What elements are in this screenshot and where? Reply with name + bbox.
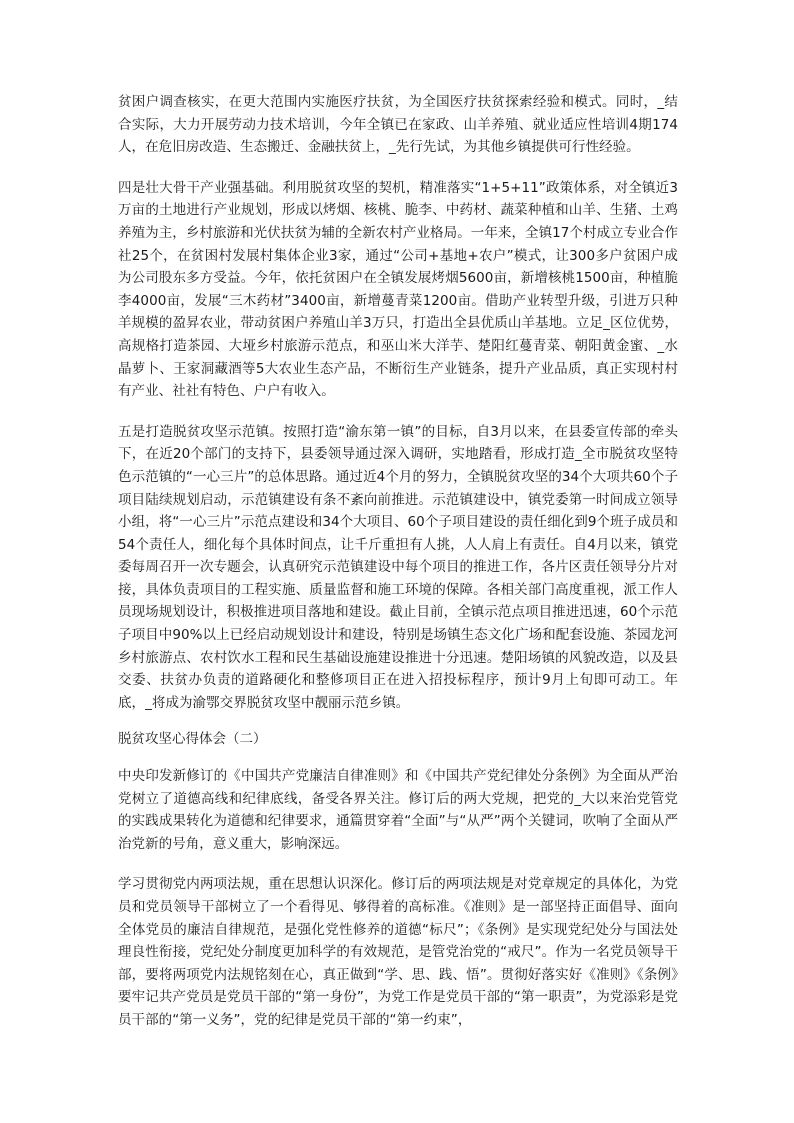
document-page bbox=[118, 91, 678, 1032]
paragraph-medical-training: 贫困户调查核实，在更大范围内实施医疗扶贫，为全国医疗扶贫探索经验和模式。同时，_结合实际，大力开展劳动力技术培训，今年全镇已在家政、山羊养殖、就业适应性培训4期174人，在危旧房改造、生态搬迁、金融扶贫上，_先行先试，为其他乡镇提供可行性经验。 bbox=[118, 94, 678, 156]
paragraph-demonstration-town: 五是打造脱贫攻坚示范镇。按照打造“渝东第一镇”的目标，自3月以来，在县委宣传部的牵头下，在近20个部门的支持下，县委领导通过深入调研，实地踏看，形成打造_全市脱贫攻坚特色示范镇的“一心三片”的总体思路。通过近4个月的努力，全镇脱贫攻坚的34个大项共60个子项目陆续规划启动，示范镇建设有条不紊向前推进。示范镇建设中，镇党委第一时间成立领导小组，将“一心三片”示范点建设和34个大项目、60个子项目建设的责任细化到9个班子成员和54个责任人，细化每个具体时间点，让千斤重担有人挑，人人肩上有责任。自4月以来，镇党委每周召开一次专题会，认真研究示范镇建设中每个项目的推进工作，各片区责任领导分片对接，具体负责项目的工程实施、质量监督和施工环境的保障。各相关部门高度重视，派工作人员现场规划设计，积极推进项目落地和建设。截止目前，全镇示范点项目推进迅速，60个示范子项目中90%以上已经启动规划设计和建设，特别是场镇生态文化广场和配套设施、茶园龙河乡村旅游点、农村饮水工程和民生基础设施建设推进十分迅速。楚阳场镇的风貌改造，以及县交委、扶贫办负责的道路硬化和整修项目正在进入招投标程序，预计9月上旬即可动工。年底，_将成为渝鄂交界脱贫攻坚中靓丽示范乡镇。 bbox=[118, 423, 678, 711]
paragraph-party-regulations: 中央印发新修订的《中国共产党廉洁自律准则》和《中国共产党纪律处分条例》为全面从严治党树立了道德高线和纪律底线，备受各界关注。修订后的两大党规，把党的_大以来治党管党的实践成果转化为道德和纪律要求，通篇贯穿着“全面”与“从严”两个关键词，吹响了全面从严治党新的号角，意义重大，影响深远。 bbox=[118, 768, 678, 852]
paragraph-study-regulations: 学习贯彻党内两项法规，重在思想认识深化。修订后的两项法规是对党章规定的具体化，为党员和党员领导干部树立了一个看得见、够得着的高标准。《准则》是一部坚持正面倡导、面向全体党员的廉洁自律规范，是强化党性修养的道德“标尺”；《条例》是实现党纪处分与国法处理良性衔接，党纪处分制度更加科学的有效规范，是管党治党的“戒尺”。作为一名党员领导干部，要将两项党内法规铭刻在心，真正做到“学、思、践、悟”。贯彻好落实好《准则》《条例》要牢记共产党员是党员干部的“第一身份”，为党工作是党员干部的“第一职责”，为党添彩是党员干部的“第一义务”，党的纪律是党员干部的“第一约束”， bbox=[118, 876, 678, 1028]
paragraph-industry-foundation: 四是壮大骨干产业强基础。利用脱贫攻坚的契机，精准落实“1+5+11”政策体系，对全镇近3万亩的土地进行产业规划，形成以烤烟、核桃、脆李、中药材、蔬菜种植和山羊、生猪、土鸡养殖为主，乡村旅游和光伏扶贫为辅的全新农村产业格局。一年来，全镇17个村成立专业合作社25个，在贫困村发展村集体企业3家，通过“公司+基地+农户”模式，让300多户贫困户成为公司股东多方受益。今年，依托贫困户在全镇发展烤烟5600亩，新增核桃1500亩，种植脆李4000亩，发展“三木药材”3400亩，新增蔓青菜1200亩。借助产业转型升级，引进万只种羊规模的盈昇农业，带动贫困户养殖山羊3万只，打造出全县优质山羊基地。立足_区位优势，高规格打造茶园、大垭乡村旅游示范点，和巫山米大洋芋、楚阳红蔓青菜、朝阳黄金蜜、_水晶萝卜、王家洞藏酒等5大农业生态产品，不断衍生产业链条，提升产业品质，真正实现村村有产业、社社有特色、户户有收入。 bbox=[118, 179, 678, 400]
section-title: 脱贫攻坚心得体会（二） bbox=[118, 731, 267, 748]
